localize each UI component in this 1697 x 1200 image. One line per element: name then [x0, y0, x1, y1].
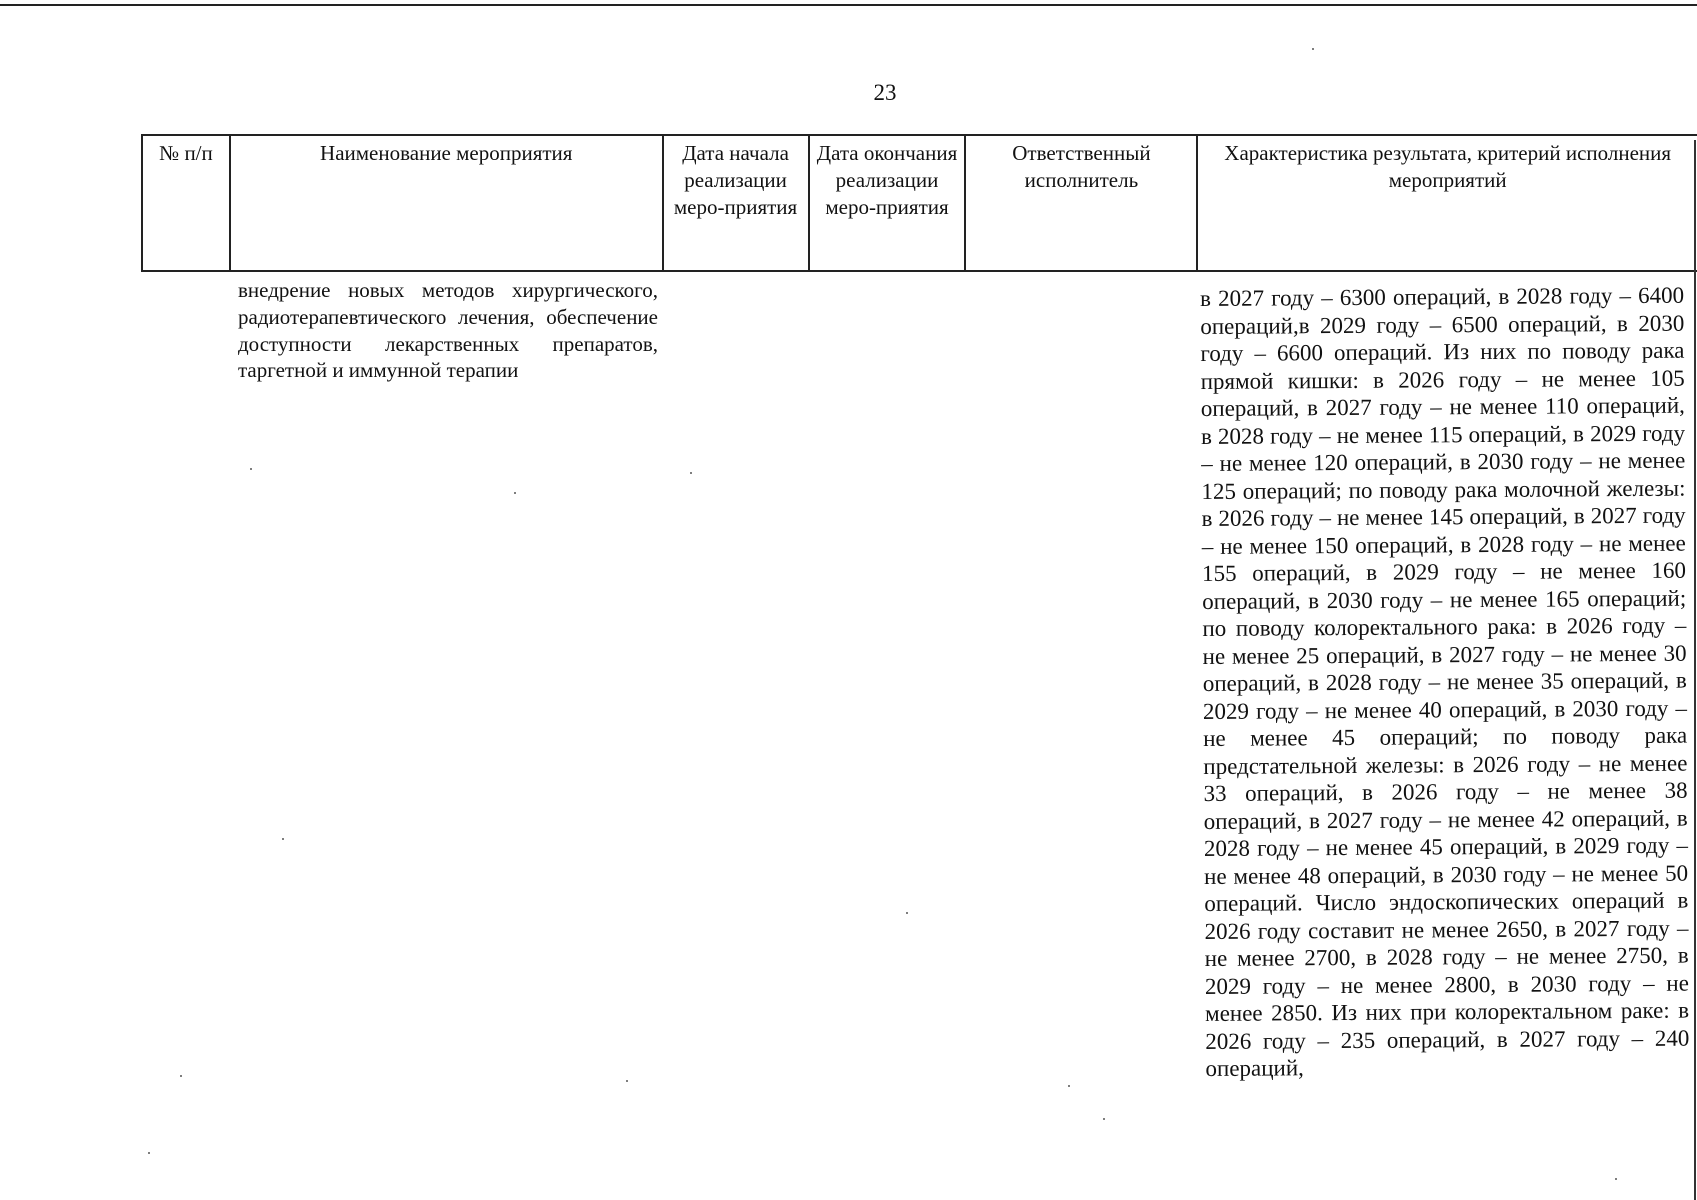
- page-number: 23: [873, 80, 897, 105]
- table-header-row: [142, 135, 1697, 271]
- scan-speck: [282, 838, 284, 840]
- header-end-date: Дата окончания реализации меро-приятия: [809, 135, 966, 271]
- scan-speck: [1068, 1085, 1070, 1087]
- header-result: Характеристика результата, критерий исполнения мероприятий: [1197, 135, 1697, 271]
- result-characteristic-text: в 2027 году – 6300 операций, в 2028 году – 6400 операций,в 2029 году – 6500 операций, в 2030 году – 6600 операций. Из них по поводу рака прямой кишки: в 2026 году – не менее 105 операций, в 2027 году – не менее 110 операций, в 2028 году – не менее 115 операций, в 2029 году – не менее 120 операций, в 2030 году – не менее 125 операций; по поводу рака молочной железы: в 2026 году – не менее 145 операций, в 2027 году – не менее 150 операций, в 2028 году – не менее 155 операций, в 2029 году – не менее 160 операций, в 2030 году – не менее 165 операций; по поводу колоректального рака: в 2026 году – не менее 25 операций, в 2027 году – не менее 30 операций, в 2028 году – не менее 35 операций, в 2029 году – не менее 40 операций, в 2030 году – не менее 45 операций; по поводу рака предстательной железы: в 2026 году – не менее 33 операций, в 2026 году – не менее 38 операций, в 2027 году – не менее 42 операций, в 2028 году – не менее 45 операций, в 2029 году – не менее 48 операций, в 2030 году – не менее 50 операций. Число эндоскопических операций в 2026 году составит не менее 2650, в 2027 году – не менее 2700, в 2028 году – не менее 2750, в 2029 году – не менее 2800, в 2030 году – не менее 2850. Из них при колоректальном раке: в 2026 году – 235 операций, в 2027 году – 240 операций,: [1200, 282, 1690, 1081]
- measure-name-text: внедрение новых методов хирургического, радиотерапевтического лечения, обеспечение доступности лекарственных препаратов, таргетной и иммунной терапии: [238, 278, 658, 383]
- header-responsible: Ответственный исполнитель: [965, 135, 1197, 271]
- header-measure-name: Наименование мероприятия: [230, 135, 663, 271]
- table-header: [141, 134, 1697, 272]
- top-border-line: [0, 4, 1697, 6]
- scan-speck: [906, 912, 908, 914]
- scan-speck: [690, 472, 692, 474]
- scan-speck: [626, 1080, 628, 1082]
- scan-speck: [250, 468, 252, 470]
- scan-speck: [1103, 1118, 1105, 1120]
- scan-speck: [1615, 1178, 1617, 1180]
- page-edge-line: [1694, 140, 1696, 1200]
- scan-speck: [180, 1075, 182, 1077]
- scan-speck: [148, 1152, 150, 1154]
- scan-speck: [514, 492, 516, 494]
- header-start-date: Дата начала реализации меро-приятия: [663, 135, 809, 271]
- scan-speck: [1312, 48, 1314, 50]
- header-number: № п/п: [142, 135, 230, 271]
